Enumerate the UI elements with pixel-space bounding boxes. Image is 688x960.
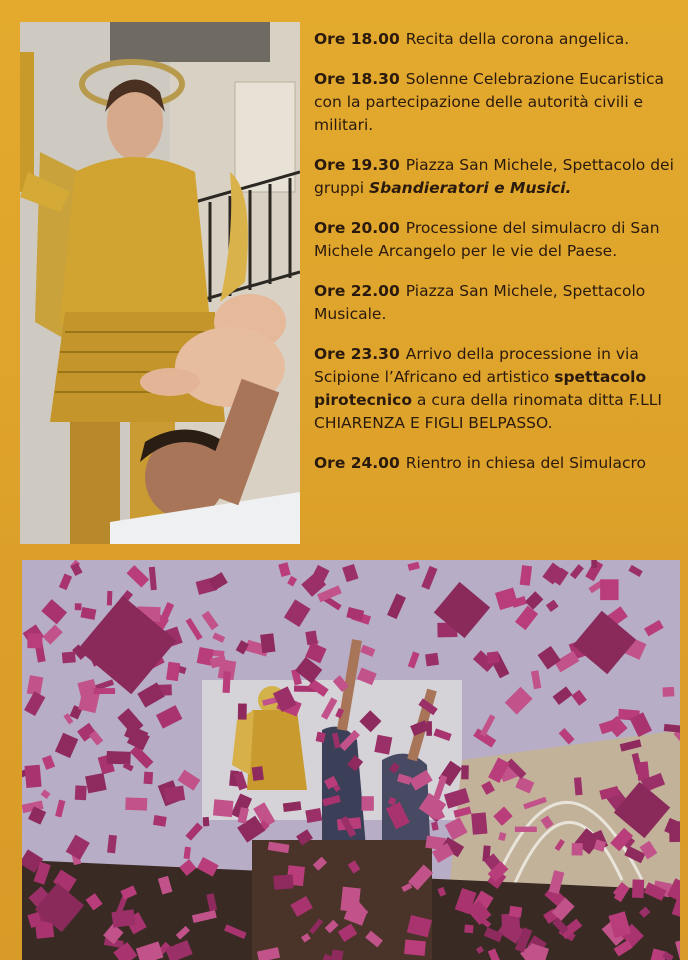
- entry-time: Ore 20.00: [314, 219, 400, 237]
- entry-description: Recita della corona angelica.: [405, 30, 630, 48]
- confetti-procession-photo: [22, 560, 680, 960]
- confetti-piece: [75, 785, 87, 800]
- confetti-piece: [75, 603, 82, 610]
- entry-time: Ore 18.30: [314, 70, 400, 88]
- confetti-piece: [27, 633, 42, 648]
- confetti-piece: [107, 591, 113, 606]
- confetti-piece: [273, 874, 293, 889]
- entry-time: Ore 19.30: [314, 156, 400, 174]
- schedule-entry: [314, 154, 684, 200]
- confetti-piece: [85, 773, 107, 793]
- entry-highlight: Sbandieratori e Musici.: [368, 179, 572, 197]
- entry-description: Piazza San Michele, Spettacolo Musicale.: [314, 282, 646, 323]
- schedule-entry: [314, 343, 684, 435]
- confetti-piece: [153, 815, 167, 827]
- event-schedule: [314, 28, 684, 492]
- confetti-piece: [144, 772, 154, 785]
- entry-description: Rientro in chiesa del Simulacro: [405, 454, 646, 472]
- schedule-entry: [314, 217, 684, 263]
- confetti-piece: [487, 651, 500, 664]
- confetti-piece: [669, 821, 680, 842]
- confetti-piece: [62, 652, 76, 664]
- confetti-piece: [125, 797, 147, 810]
- confetti-piece: [591, 560, 597, 568]
- confetti-piece: [260, 633, 275, 653]
- entry-description-cont: a cura della rinomata ditta F.LLI CHIARENZA E FIGLI BELPASSO.: [314, 391, 662, 432]
- entry-time: Ore 18.00: [314, 30, 400, 48]
- schedule-entry: [314, 68, 684, 137]
- entry-time: Ore 23.30: [314, 345, 400, 363]
- confetti-piece: [166, 662, 180, 681]
- entry-description: Piazza San Michele, Spettacolo dei gruppi: [314, 156, 674, 197]
- confetti-piece: [252, 766, 264, 781]
- entry-time: Ore 24.00: [314, 454, 400, 472]
- confetti-piece: [404, 940, 426, 956]
- confetti-piece: [662, 687, 674, 697]
- confetti-piece: [425, 653, 439, 667]
- confetti-piece: [25, 765, 42, 788]
- confetti-piece: [203, 817, 210, 826]
- entry-highlight: spettacolo pirotecnico: [314, 368, 647, 409]
- confetti-piece: [461, 765, 469, 779]
- confetti-piece: [111, 909, 135, 927]
- confetti-piece: [305, 630, 317, 645]
- confetti-piece: [632, 879, 644, 898]
- confetti-piece: [572, 843, 583, 856]
- statue-photo: [20, 22, 300, 544]
- confetti-piece: [305, 808, 322, 823]
- schedule-entry: [314, 28, 684, 51]
- confetti-piece: [600, 579, 618, 600]
- schedule-entry: [314, 452, 684, 475]
- confetti-piece: [509, 906, 522, 918]
- confetti-piece: [238, 703, 247, 719]
- confetti-piece: [223, 671, 231, 693]
- confetti-piece: [106, 751, 130, 764]
- schedule-entry: [314, 280, 684, 326]
- entry-description: Processione del simulacro di San Michele Arcangelo per le vie del Paese.: [314, 219, 660, 260]
- confetti-piece: [464, 924, 473, 933]
- confetti-piece: [471, 812, 487, 834]
- confetti-piece: [515, 827, 537, 832]
- entry-time: Ore 22.00: [314, 282, 400, 300]
- confetti-piece: [340, 887, 360, 913]
- confetti-piece: [164, 786, 185, 803]
- confetti-piece: [213, 799, 233, 817]
- confetti-piece: [426, 721, 432, 736]
- entry-description: Arrivo della processione in via Scipione l’Africano ed artistico: [314, 345, 639, 386]
- entry-description: Solenne Celebrazione Eucaristica con la partecipazione delle autorità civili e militari.: [314, 70, 664, 134]
- confetti-piece: [94, 688, 115, 694]
- confetti-piece: [361, 796, 373, 811]
